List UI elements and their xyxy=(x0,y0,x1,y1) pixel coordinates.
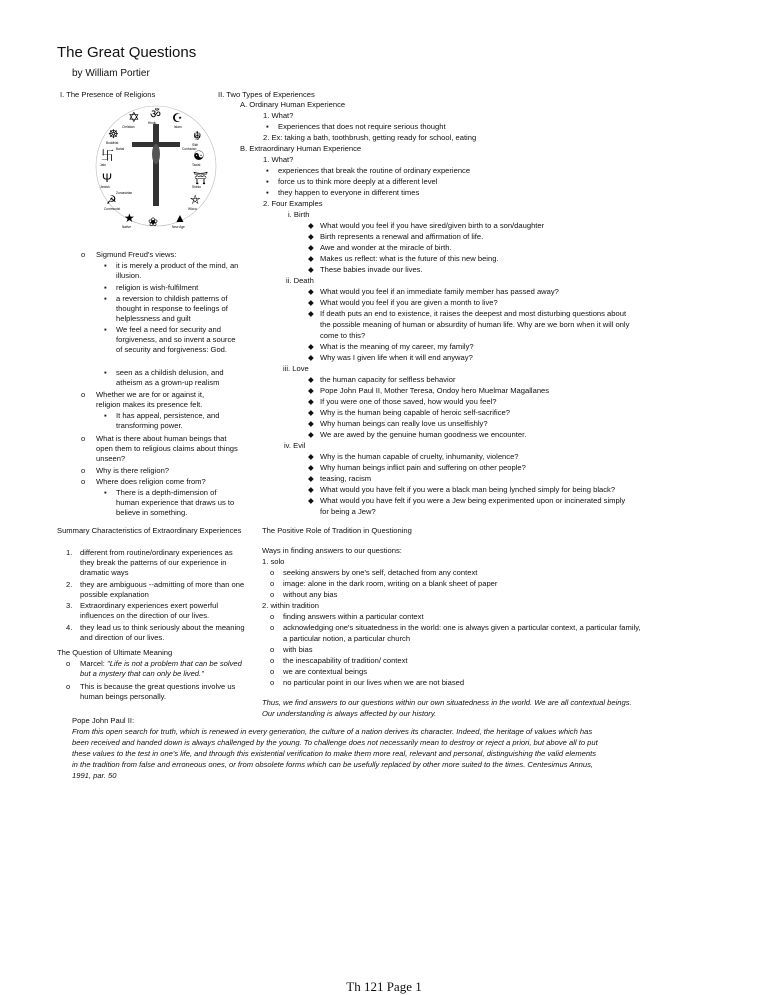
khanda-icon: ☬ xyxy=(193,129,202,143)
svg-text:Jain: Jain xyxy=(100,163,106,167)
diamond-bullet-icon: ◆ xyxy=(308,254,314,263)
pentacle-icon: ⛤ xyxy=(190,192,201,207)
square-bullet-icon: ▪ xyxy=(104,261,107,270)
list-item: Birth represents a renewal and affirmation of life. xyxy=(320,232,484,241)
bullet-icon: o xyxy=(270,568,275,577)
list-item: What would you have felt if you were a black man being lynched simply for being black? xyxy=(320,485,616,494)
svg-text:Hindu: Hindu xyxy=(148,121,157,125)
bullet-icon: o xyxy=(81,390,86,399)
diamond-bullet-icon: ◆ xyxy=(308,452,314,461)
diamond-bullet-icon: ◆ xyxy=(308,287,314,296)
ultimate-heading: The Question of Ultimate Meaning xyxy=(57,648,173,657)
freud-point: religion is wish-fulfilment xyxy=(116,283,199,292)
diamond-bullet-icon: ◆ xyxy=(308,408,314,417)
tradition-heading: The Positive Role of Tradition in Questioning xyxy=(262,526,412,535)
tradition-within: 2. within tradition xyxy=(262,601,319,610)
diamond-bullet-icon: ◆ xyxy=(308,474,314,483)
marcel-quote: Marcel: "Life is not a problem that can be solved but a mystery that can only be lived." xyxy=(80,659,242,679)
list-item: force us to think more deeply at a different level xyxy=(278,177,438,186)
example-label: ii. Death xyxy=(286,276,314,285)
list-number: 4. xyxy=(66,623,73,632)
svg-text:Zoroastrian: Zoroastrian xyxy=(116,191,133,195)
religious-symbols-image xyxy=(92,102,220,230)
bullet-icon: o xyxy=(81,250,86,259)
list-item-continuation: the possible meaning of human or absurdity of human life. Why are we born when it will only xyxy=(320,320,630,329)
diamond-bullet-icon: ◆ xyxy=(308,342,314,351)
list-item: If you were one of those saved, how would you feel? xyxy=(320,397,497,406)
bullet-icon: o xyxy=(270,612,275,621)
list-item: What would you have felt if you were a Jew being experimented upon or incinerated simply xyxy=(320,496,626,505)
diamond-bullet-icon: ◆ xyxy=(308,298,314,307)
svg-text:New Age: New Age xyxy=(172,225,185,229)
pope-heading: Pope John Paul II: xyxy=(72,716,135,725)
author-line: by William Portier xyxy=(72,68,150,79)
bullet-icon: o xyxy=(270,579,275,588)
list-item: acknowledging one's situatedness in the world: one is always given a particular context, a particular family, xyxy=(283,623,641,632)
hammer-sickle-icon: ☭ xyxy=(106,193,117,207)
pope-quote-line: 1991, par. 50 xyxy=(72,771,117,780)
torii-icon: ⛩ xyxy=(193,171,209,185)
bullet-icon: o xyxy=(270,656,275,665)
page-footer: Th 121 Page 1 xyxy=(346,979,422,994)
bullet-icon: o xyxy=(81,477,86,486)
svg-text:Confucian: Confucian xyxy=(182,147,197,151)
diamond-bullet-icon: ◆ xyxy=(308,375,314,384)
list-item: If death puts an end to existence, it raises the deepest and most disturbing questions about xyxy=(320,309,627,318)
svg-text:Sikh: Sikh xyxy=(192,143,199,147)
list-item: What is the meaning of my career, my family? xyxy=(320,342,474,351)
tradition-solo: 1. solo xyxy=(262,557,285,566)
svg-text:Buddhist: Buddhist xyxy=(106,141,119,145)
tradition-intro: Ways in finding answers to our questions: xyxy=(262,546,402,555)
diamond-bullet-icon: ◆ xyxy=(308,485,314,494)
list-item-continuation: a particular notion, a particular church xyxy=(283,634,411,643)
summary-item: Extraordinary experiences exert powerful influences on the direction of our lives. xyxy=(80,601,219,621)
square-bullet-icon: ▪ xyxy=(104,325,107,334)
diamond-bullet-icon: ◆ xyxy=(308,430,314,439)
example-label: i. Birth xyxy=(288,210,310,219)
triangle-icon: ▲ xyxy=(174,211,186,225)
menorah-icon: Ψ xyxy=(102,171,113,185)
square-bullet-icon: ▪ xyxy=(266,188,269,197)
religion-point: Where does religion come from? xyxy=(96,477,206,486)
list-number: 3. xyxy=(66,601,73,610)
religion-point: Why is there religion? xyxy=(96,466,170,475)
svg-text:Taoist: Taoist xyxy=(192,163,201,167)
pope-quote-line: From this open search for truth, which is renewed in every generation, the culture of a nation derives its character. Indeed, the heritage of values which has xyxy=(72,727,593,736)
svg-text:Shinto: Shinto xyxy=(192,185,202,189)
pope-quote-line: in the tradition from false and erroneous ones, or from obsolete forms which can be usefully replaced by other more suited to the times. Centesimus Annus, xyxy=(72,760,593,769)
example-label: iv. Evil xyxy=(284,441,306,450)
bullet-icon: o xyxy=(270,678,275,687)
list-item: Experiences that does not require serious thought xyxy=(278,122,446,131)
square-bullet-icon: ▪ xyxy=(104,488,107,497)
religion-subpoint: It has appeal, persistence, and transforming power. xyxy=(116,411,220,431)
diamond-bullet-icon: ◆ xyxy=(308,463,314,472)
list-item: image: alone in the dark room, writing on a blank sheet of paper xyxy=(283,579,498,588)
om-icon: ॐ xyxy=(150,107,161,121)
diamond-bullet-icon: ◆ xyxy=(308,496,314,505)
summary-heading: Summary Characteristics of Extraordinary Experiences xyxy=(57,526,242,535)
list-item: the inescapability of tradition/ context xyxy=(283,656,408,665)
freud-point: a reversion to childish patterns of thought in response to feelings of helplessness and guilt xyxy=(116,294,228,324)
svg-text:Christian: Christian xyxy=(122,125,135,129)
list-item: What would you feel if you have sired/given birth to a son/daughter xyxy=(320,221,545,230)
star-crescent-icon: ☪ xyxy=(172,111,183,125)
list-item: What would you feel if an immediate family member has passed away? xyxy=(320,287,559,296)
bullet-icon: o xyxy=(270,667,275,676)
bullet-icon: o xyxy=(81,434,86,443)
list-item: seeking answers by one's self, detached from any context xyxy=(283,568,478,577)
list-item: with bias xyxy=(283,645,313,654)
summary-item: they are ambiguous --admitting of more than one possible explanation xyxy=(80,580,245,600)
list-item: 2. Four Examples xyxy=(263,199,323,208)
svg-text:Native: Native xyxy=(122,225,132,229)
square-bullet-icon: ▪ xyxy=(266,166,269,175)
freud-point: seen as a childish delusion, and atheism as a grown-up realism xyxy=(116,368,224,388)
crucifix-vertical xyxy=(153,124,159,206)
list-item: they happen to everyone in different times xyxy=(278,188,420,197)
svg-text:Islam: Islam xyxy=(174,125,182,129)
svg-text:Communist: Communist xyxy=(104,207,121,211)
svg-text:Bahai: Bahai xyxy=(116,147,125,151)
yin-yang-icon: ☯ xyxy=(193,148,205,163)
square-bullet-icon: ▪ xyxy=(104,411,107,420)
list-item: Pope John Paul II, Mother Teresa, Ondoy hero Muelmar Magallanes xyxy=(320,386,550,395)
list-item-continuation: for being a Jew? xyxy=(320,507,376,516)
square-bullet-icon: ▪ xyxy=(104,294,107,303)
list-item: the human capacity for selfless behavior xyxy=(320,375,456,384)
svg-text:Jewish: Jewish xyxy=(100,185,110,189)
list-item: Why is the human being capable of heroic self-sacrifice? xyxy=(320,408,510,417)
pope-quote-line: these values to the test in one's life, and through this existential verification to make them more real, relevant and personal, distinguishing the valid elements xyxy=(72,749,597,758)
page-title: The Great Questions xyxy=(57,44,197,61)
square-bullet-icon: ▪ xyxy=(104,283,107,292)
bullet-icon: o xyxy=(270,623,275,632)
diamond-bullet-icon: ◆ xyxy=(308,353,314,362)
religion-subpoint: There is a depth-dimension of human experience that draws us to believe in something. xyxy=(116,488,235,518)
bullet-icon: o xyxy=(66,682,71,691)
freud-point: We feel a need for security and forgiveness, and so invent a source of security and forgiveness: God. xyxy=(116,325,236,355)
list-number: 2. xyxy=(66,580,73,589)
diamond-bullet-icon: ◆ xyxy=(308,232,314,241)
square-bullet-icon: ▪ xyxy=(266,177,269,186)
list-item: These babies invade our lives. xyxy=(320,265,423,274)
summary-item: different from routine/ordinary experiences as they break the patterns of our experience in dramatic ways xyxy=(80,548,233,578)
summary-item: they lead us to think seriously about the meaning and direction of our lives. xyxy=(80,623,245,643)
list-item: Why was I given life when it will end anyway? xyxy=(320,353,473,362)
star-of-david-icon: ✡ xyxy=(128,109,140,125)
list-item: teasing, racism xyxy=(320,474,372,483)
section-1-heading: I. The Presence of Religions xyxy=(60,90,156,99)
freud-point: it is merely a product of the mind, an illusion. xyxy=(116,261,239,281)
list-item: Makes us reflect: what is the future of this new being. xyxy=(320,254,499,263)
list-item: 1. What? xyxy=(263,111,294,120)
square-bullet-icon: ▪ xyxy=(266,122,269,131)
list-item: experiences that break the routine of ordinary experience xyxy=(278,166,471,175)
list-item: finding answers within a particular context xyxy=(283,612,424,621)
lotus-icon: ❀ xyxy=(148,215,159,229)
list-item-continuation: come to this? xyxy=(320,331,366,340)
ultimate-point: This is because the great questions involve us human beings personally. xyxy=(80,682,236,702)
svg-text:Wicca: Wicca xyxy=(188,207,197,211)
list-item: We are awed by the genuine human goodness we encounter. xyxy=(320,430,527,439)
bullet-icon: o xyxy=(270,645,275,654)
subsection-a-heading: A. Ordinary Human Experience xyxy=(240,100,346,109)
example-label: iii. Love xyxy=(283,364,309,373)
list-item: 2. Ex: taking a bath, toothbrush, getting ready for school, eating xyxy=(263,133,477,142)
swastika-icon: 卐 xyxy=(101,148,115,163)
bullet-icon: o xyxy=(270,590,275,599)
list-item: Why human beings can really love us unselfishly? xyxy=(320,419,488,428)
bullet-icon: o xyxy=(66,659,71,668)
bullet-icon: o xyxy=(81,466,86,475)
diamond-bullet-icon: ◆ xyxy=(308,397,314,406)
list-item: Awe and wonder at the miracle of birth. xyxy=(320,243,452,252)
pope-quote-line: been received and handed down is always challenged by the young. To challenge does not necessarily mean to destroy or reject a priori, but above all to put xyxy=(72,738,598,747)
tradition-conclusion: Our understanding is always affected by our history. xyxy=(262,709,437,718)
freud-heading: Sigmund Freud's views: xyxy=(96,250,177,259)
list-item: without any bias xyxy=(283,590,338,599)
list-item: Why human beings inflict pain and suffering on other people? xyxy=(320,463,526,472)
list-item: no particular point in our lives when we are not biased xyxy=(283,678,465,687)
list-item: What would you feel if you are given a month to live? xyxy=(320,298,498,307)
diamond-bullet-icon: ◆ xyxy=(308,309,314,318)
religion-point: What is there about human beings that open them to religious claims about things unseen? xyxy=(96,434,238,464)
square-bullet-icon: ▪ xyxy=(104,368,107,377)
diamond-bullet-icon: ◆ xyxy=(308,386,314,395)
section-2-heading: II. Two Types of Experiences xyxy=(218,90,315,99)
star-icon: ★ xyxy=(124,211,135,225)
subsection-b-heading: B. Extraordinary Human Experience xyxy=(240,144,362,153)
list-item: we are contextual beings xyxy=(283,667,368,676)
list-item: Why is the human capable of cruelty, inhumanity, violence? xyxy=(320,452,519,461)
dharma-wheel-icon: ☸ xyxy=(108,127,119,141)
tradition-conclusion: Thus, we find answers to our questions within our own situatedness in the world. We are all contextual beings. xyxy=(262,698,632,707)
diamond-bullet-icon: ◆ xyxy=(308,221,314,230)
diamond-bullet-icon: ◆ xyxy=(308,419,314,428)
list-item: 1. What? xyxy=(263,155,294,164)
diamond-bullet-icon: ◆ xyxy=(308,265,314,274)
diamond-bullet-icon: ◆ xyxy=(308,243,314,252)
religion-point: Whether we are for or against it, religion makes its presence felt. xyxy=(96,390,205,410)
list-number: 1. xyxy=(66,548,73,557)
